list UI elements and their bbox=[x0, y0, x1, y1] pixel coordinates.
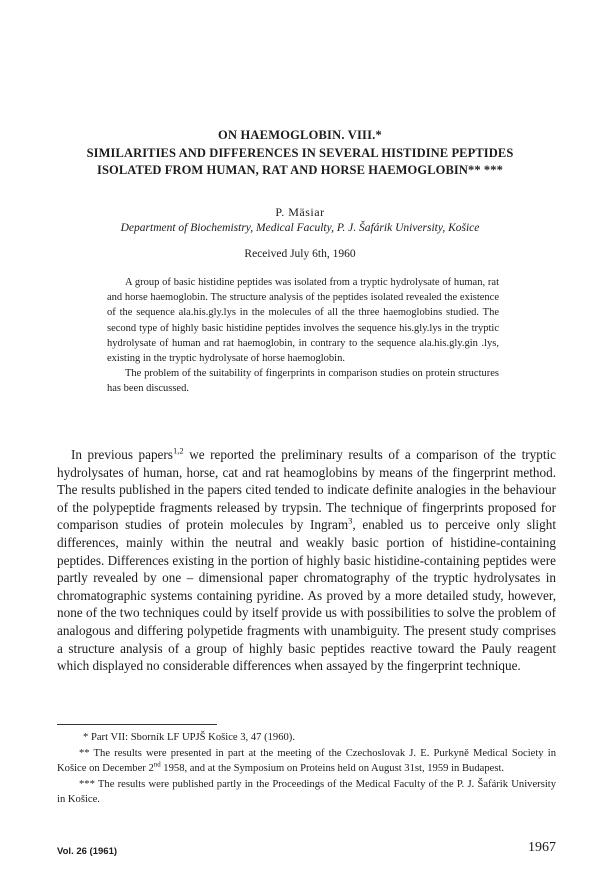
footnote-3: *** The results were published partly in the Proceedings of the Medical Faculty of the P. J. Šafárik University in Košice. bbox=[57, 778, 556, 805]
article-title-line-2: ISOLATED FROM HUMAN, RAT AND HORSE HAEMOGLOBIN** *** bbox=[97, 163, 503, 177]
author-name: P. Mäsiar bbox=[275, 205, 325, 219]
author-affiliation: Department of Biochemistry, Medical Faculty, P. J. Šafárik University, Košice bbox=[120, 222, 480, 234]
citation-ref: 3 bbox=[348, 515, 353, 526]
footnote-2-text-end: 1958, and at the Symposium on Proteins held on August 31st, 1959 in Budapest. bbox=[160, 763, 505, 774]
body-paragraph bbox=[57, 446, 556, 675]
abstract bbox=[107, 275, 499, 397]
article-series-title: ON HAEMOGLOBIN. VIII.* bbox=[218, 128, 382, 142]
received-date: Received July 6th, 1960 bbox=[244, 248, 356, 260]
body-text-segment: In previous papers bbox=[71, 447, 173, 462]
abstract-paragraph-2: The problem of the suitability of fingerprints in comparison studies on protein structures has been discussed. bbox=[107, 368, 499, 395]
article-title-line-1: SIMILARITIES AND DIFFERENCES IN SEVERAL HISTIDINE PEPTIDES bbox=[86, 146, 514, 160]
footnote-2-ordinal: nd bbox=[153, 761, 161, 769]
body-text-segment: we reported the preliminary results of a comparison of the tryptic hydrolysates of human, horse, cat and rat heamoglobins by means of the fingerprint method. The results published in the papers cited tended to indicate definite analogies in the behaviour of the polypeptide fragments released by trypsin. The technique of fingerprints proposed for comparison studies of protein molecules by Ingram bbox=[57, 447, 556, 533]
abstract-paragraph-1: A group of basic histidine peptides was isolated from a tryptic hydrolysate of human, rat and horse haemoglobin. The structure analysis of the peptides isolated revealed the existence of the sequence ala.his.gly.lys in the molecules of all the three haemoglobins studied. The second type of highly basic histidine peptides involves the sequence his.gly.lys in the tryptic hydrolysate of human and rat haemoglobin, in contrary to the sequence ala.his.gly.gin .lys, existing in the tryptic hydrolysate of horse haemoglobin. bbox=[107, 277, 499, 365]
citation-ref: 1,2 bbox=[172, 445, 184, 456]
footnotes bbox=[57, 730, 556, 808]
footnote-2-text: ** The results were presented in part at the meeting of the Czechoslovak J. E. Purkyně Medical Society in Košice on December 2 bbox=[57, 747, 556, 774]
body-text-segment: , enabled us to perceive only slight differences, mainly within the neutral and weakly basic portion of histidine-containing peptides. Differences existing in the portion of highly basic histidine-containing peptides were partly revealed by one – dimensional paper chromatography of the tryptic hydrolysates in chromatographic systems containing pyridine. As proved by a more detailed study, however, none of the two techniques could by itself provide us with possibilities to solve the problem of analogous and differing polypetide fragments with unambiguity. The present study comprises a structure analysis of a group of highly basic peptides reactive toward the Pauly reagent which displayed no considerable differences when assayed by the fingerprint technique. bbox=[57, 517, 557, 674]
footnote-2 bbox=[57, 746, 556, 777]
body-text bbox=[57, 446, 556, 675]
footnote-divider bbox=[57, 724, 217, 725]
page-number: 1967 bbox=[528, 840, 556, 855]
volume-label: Vol. 26 (1961) bbox=[57, 846, 118, 857]
footnote-1: * Part VII: Sborník LF UPJŠ Košice 3, 47 (1960). bbox=[83, 732, 295, 743]
